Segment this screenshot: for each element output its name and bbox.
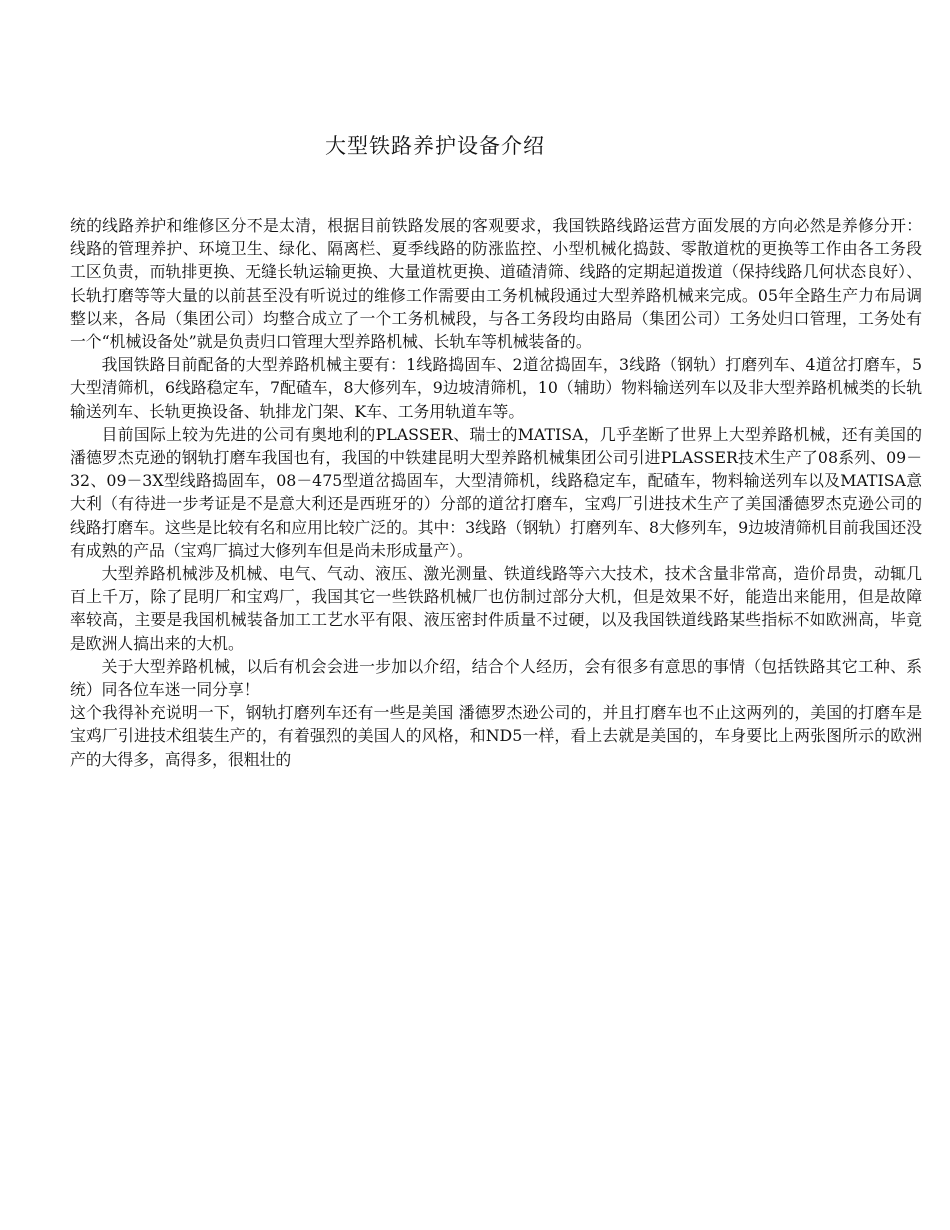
document-title: 大型铁路养护设备介绍 [325, 134, 545, 158]
document-body [70, 214, 922, 771]
paragraph-6: 这个我得补充说明一下，钢轨打磨列车还有一些是美国 潘德罗杰逊公司的，并且打磨车也不止这两列的，美国的打磨车是宝鸡厂引进技术组装生产的，有着强烈的美国人的风格，和ND5一样，看上去就是美国的，车身要比上两张图所示的欧洲产的大得多，高得多，很粗壮的 [70, 703, 922, 769]
paragraph-1: 统的线路养护和维修区分不是太清，根据目前铁路发展的客观要求，我国铁路线路运营方面发展的方向必然是养修分开：线路的管理养护、环境卫生、绿化、隔离栏、夏季线路的防涨监控、小型机械化捣鼓、零散道枕的更换等工作由各工务段工区负责，而轨排更换、无缝长轨运输更换、大量道枕更换、道碴清筛、线路的定期起道拨道（保持线路几何状态良好）、长轨打磨等等大量的以前甚至没有听说过的维修工作需要由工务机械段通过大型养路机械来完成。05年全路生产力布局调整以来，各局（集团公司）均整合成立了一个工务机械段，与各工务段均由路局（集团公司）工务处归口管理，工务处有一个“机械设备处”就是负责归口管理大型养路机械、长轨车等机械装备的。 [70, 216, 922, 352]
paragraph-2: 我国铁路目前配备的大型养路机械主要有：1线路捣固车、2道岔捣固车，3线路（钢轨）打磨列车、4道岔打磨车，5大型清筛机，6线路稳定车，7配碴车，8大修列车，9边坡清筛机，10（辅助）物料输送列车以及非大型养路机械类的长轨输送列车、长轨更换设备、轨排龙门架、K车、工务用轨道车等。 [70, 355, 922, 421]
paragraph-3: 目前国际上较为先进的公司有奥地利的PLASSER、瑞士的MATISA，几乎垄断了世界上大型养路机械，还有美国的潘德罗杰克逊的钢轨打磨车我国也有，我国的中铁建昆明大型养路机械集团公司引进PLASSER技术生产了08系列、09－32、09－3X型线路捣固车，08－475型道岔捣固车，大型清筛机，线路稳定车，配碴车，物料输送列车以及MATISA意大利（有待进一步考证是不是意大利还是西班牙的）分部的道岔打磨车，宝鸡厂引进技术生产了美国潘德罗杰克逊公司的线路打磨车。这些是比较有名和应用比较广泛的。其中：3线路（钢轨）打磨列车、8大修列车，9边坡清筛机目前我国还没有成熟的产品（宝鸡厂搞过大修列车但是尚未形成量产）。 [70, 424, 922, 560]
paragraph-5: 关于大型养路机械，以后有机会会进一步加以介绍，结合个人经历，会有很多有意思的事情（包括铁路其它工种、系统）同各位车迷一同分享！ [70, 656, 922, 700]
paragraph-4: 大型养路机械涉及机械、电气、气动、液压、激光测量、铁道线路等六大技术，技术含量非常高，造价昂贵，动辄几百上千万，除了昆明厂和宝鸡厂，我国其它一些铁路机械厂也仿制过部分大机，但是效果不好，能造出来能用，但是故障率较高，主要是我国机械装备加工工艺水平有限、液压密封件质量不过硬，以及我国铁道线路某些指标不如欧洲高，毕竟是欧洲人搞出来的大机。 [70, 564, 922, 653]
